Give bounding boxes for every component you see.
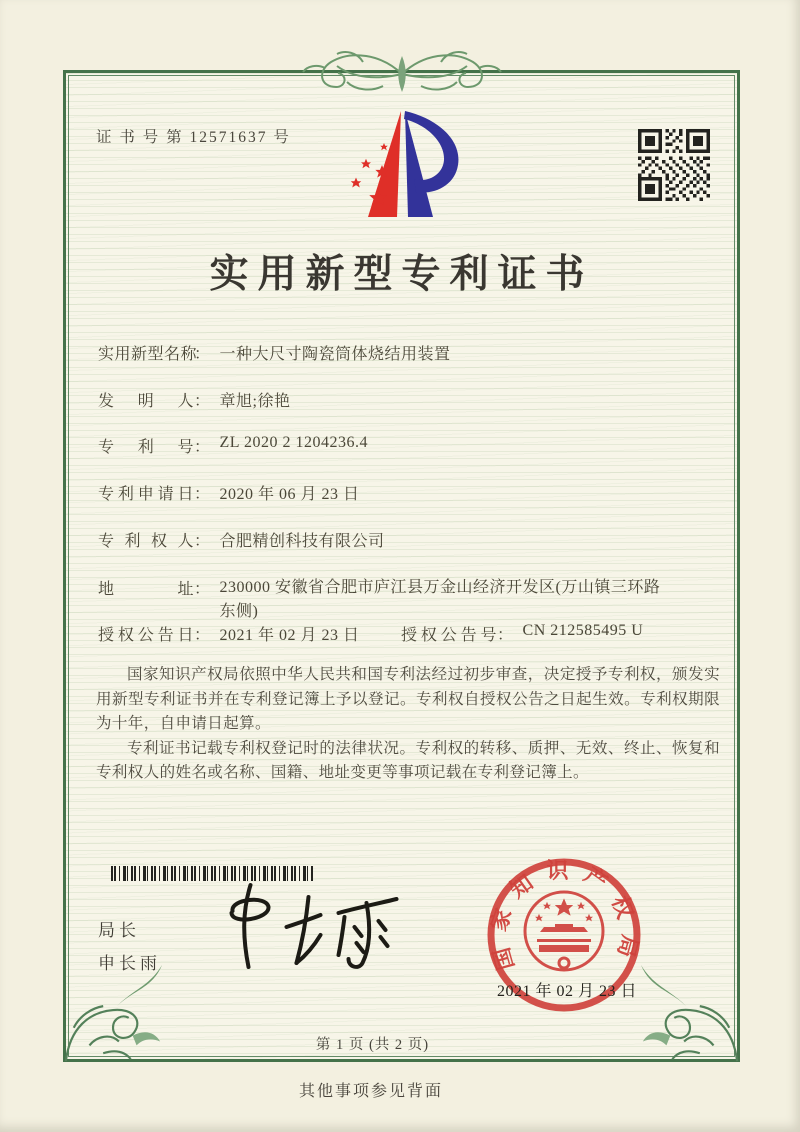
back-note: 其他事项参见背面 (298, 1083, 443, 1100)
field-label: 专利号 (98, 439, 194, 456)
seal-text: 国家知识产权局 (485, 858, 643, 973)
field-colon: ： (194, 439, 211, 456)
field-row-filing-date (98, 481, 360, 504)
svg-text:国家知识产权局 (485, 858, 643, 973)
field-colon: ： (194, 533, 211, 550)
signature-icon (214, 871, 419, 976)
field-label: 地址 (98, 581, 194, 598)
body-paragraph-2: 专利证书记载专利权登记时的法律状况。专利权的转移、质押、无效、终止、恢复和专利权人的姓名或名称、国籍、地址变更等事项记载在专利登记簿上。 (96, 739, 720, 782)
field-label: 授权公告号 (401, 627, 497, 644)
field-row-patent-number (98, 434, 368, 457)
field-value: 章旭;徐艳 (219, 393, 291, 410)
field-value: CN 212585495 U (522, 622, 644, 639)
body-text (96, 663, 720, 786)
field-colon: ： (194, 627, 211, 644)
seal-date: 2021 年 02 月 23 日 (496, 983, 637, 1000)
field-label: 发明人 (98, 393, 194, 410)
field-row-inventor (98, 388, 290, 411)
field-label: 专利申请日 (98, 486, 194, 503)
field-row-address (98, 576, 668, 624)
field-value: 合肥精创科技有限公司 (219, 533, 385, 550)
field-row-name (98, 341, 451, 364)
field-label: 实用新型名称 (98, 346, 198, 363)
field-value: 2020 年 06 月 23 日 (219, 486, 360, 503)
field-colon: ： (194, 346, 211, 363)
field-row-patentee (98, 528, 385, 551)
field-label: 专利权人 (98, 533, 194, 550)
field-value: 2021 年 02 月 23 日 (219, 627, 360, 644)
certificate-title: 实用新型专利证书 (209, 253, 594, 296)
field-colon: ： (497, 627, 514, 644)
field-value: 230000 安徽省合肥市庐江县万金山经济开发区(万山镇三环路东侧) (219, 579, 661, 620)
qr-code (638, 129, 710, 201)
top-ornament-icon (277, 38, 527, 104)
field-value: 一种大尺寸陶瓷筒体烧结用装置 (219, 346, 451, 363)
field-colon: ： (194, 486, 211, 503)
certificate-number: 证 书 号 第 12571637 号 (96, 129, 291, 146)
officer-title: 局长 (98, 921, 140, 940)
national-emblem-icon (525, 892, 603, 970)
field-grant-number (401, 622, 644, 645)
field-colon: ： (194, 393, 211, 410)
page-number: 第 1 页 (共 2 页) (315, 1037, 430, 1053)
field-value: ZL 2020 2 1204236.4 (219, 434, 368, 451)
officer-name: 申长雨 (98, 954, 161, 973)
certificate-border-frame (63, 70, 740, 1062)
cnipa-logo-icon (336, 107, 476, 225)
field-row-grant (98, 622, 644, 645)
top-ornament-leaf (398, 56, 406, 92)
body-paragraph-1: 国家知识产权局依照中华人民共和国专利法经过初步审查，决定授予专利权，颁发实用新型专利证书并在专利登记簿上予以登记。专利权自授权公告之日起生效。专利权期限为十年，自申请日起算。 (96, 666, 720, 733)
field-colon: ： (194, 581, 211, 598)
field-label: 授权公告日 (98, 627, 194, 644)
